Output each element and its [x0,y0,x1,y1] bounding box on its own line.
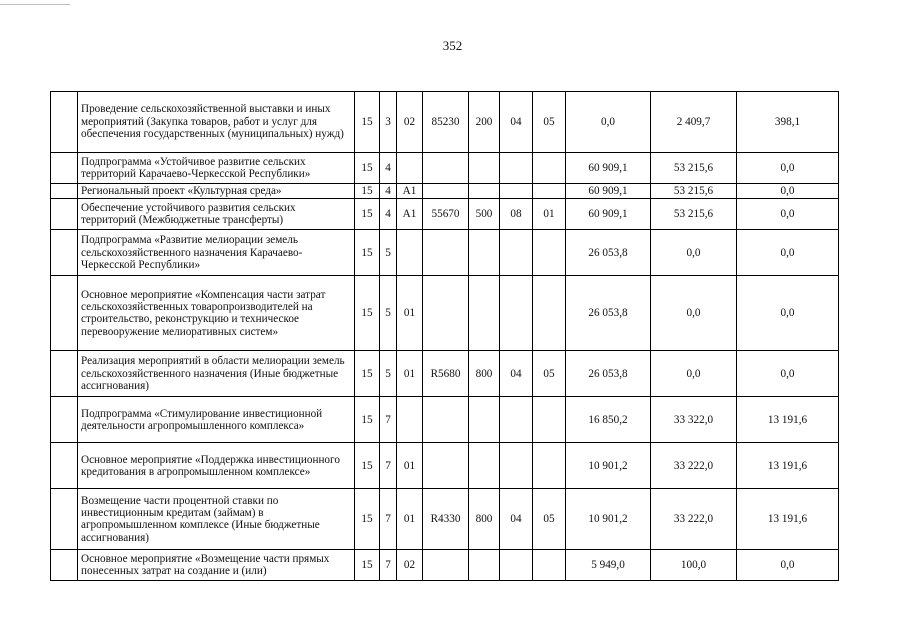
row-c4-cell [423,550,469,581]
row-c6-cell: 08 [500,199,533,230]
row-v1-cell: 16 850,2 [566,397,651,443]
row-c7-cell [533,230,566,276]
row-c6-cell: 04 [500,489,533,550]
row-v2-cell: 100,0 [651,550,737,581]
row-v3-cell: 0,0 [737,199,839,230]
row-c3-cell: 01 [397,351,423,397]
row-c2-cell: 4 [380,199,397,230]
row-index-cell [51,199,78,230]
row-c1-cell: 15 [355,351,380,397]
row-c4-cell: R4330 [423,489,469,550]
table-row [51,276,839,351]
row-c5-cell [469,230,500,276]
row-v1-cell: 60 909,1 [566,199,651,230]
row-c7-cell [533,276,566,351]
row-v1-cell: 26 053,8 [566,276,651,351]
row-c1-cell: 15 [355,230,380,276]
row-c1-cell: 15 [355,276,380,351]
table-row [51,230,839,276]
row-c5-cell: 200 [469,92,500,153]
row-v2-cell: 33 222,0 [651,443,737,489]
row-c1-cell: 15 [355,550,380,581]
row-v1-cell: 26 053,8 [566,351,651,397]
table-row [51,92,839,153]
table-row [51,443,839,489]
row-v3-cell: 13 191,6 [737,489,839,550]
row-c1-cell: 15 [355,184,380,199]
row-name-cell: Проведение сельскохозяйственной выставки и иных мероприятий (Закупка товаров, работ и услуг для обеспечения государственных (муниципальных) нужд) [78,92,355,153]
row-c2-cell: 7 [380,397,397,443]
row-v1-cell: 26 053,8 [566,230,651,276]
row-c1-cell: 15 [355,92,380,153]
row-c4-cell: 85230 [423,92,469,153]
row-v1-cell: 60 909,1 [566,153,651,184]
row-c3-cell: 01 [397,443,423,489]
row-c5-cell [469,397,500,443]
row-v1-cell: 5 949,0 [566,550,651,581]
row-c3-cell [397,153,423,184]
row-c4-cell [423,397,469,443]
row-name-cell: Подпрограмма «Стимулирование инвестиционной деятельности агропромышленного комплекса» [78,397,355,443]
row-v3-cell: 0,0 [737,351,839,397]
row-v2-cell: 53 215,6 [651,199,737,230]
row-v3-cell: 0,0 [737,184,839,199]
row-index-cell [51,276,78,351]
row-index-cell [51,397,78,443]
row-index-cell [51,153,78,184]
row-c1-cell: 15 [355,199,380,230]
row-v1-cell: 10 901,2 [566,443,651,489]
row-v3-cell: 0,0 [737,550,839,581]
row-c3-cell: 02 [397,92,423,153]
row-name-cell: Реализация мероприятий в области мелиорации земель сельскохозяйственного назначения (Иные бюджетные ассигнования) [78,351,355,397]
row-index-cell [51,550,78,581]
row-v3-cell: 13 191,6 [737,397,839,443]
scan-artifact [0,4,70,5]
row-c4-cell [423,276,469,351]
row-c6-cell [500,550,533,581]
row-c5-cell [469,153,500,184]
row-c7-cell: 01 [533,199,566,230]
row-v3-cell: 0,0 [737,276,839,351]
row-c7-cell [533,443,566,489]
row-c6-cell [500,276,533,351]
table-row [51,397,839,443]
row-c4-cell: 55670 [423,199,469,230]
row-name-cell: Основное мероприятие «Компенсация части затрат сельскохозяйственных товаропроизводителей на строительство, реконструкцию и техническое перевооружение мелиоративных систем» [78,276,355,351]
row-name-cell: Подпрограмма «Развитие мелиорации земель сельскохозяйственного назначения Карачаево-Черкесской Республики» [78,230,355,276]
row-c3-cell: 01 [397,489,423,550]
row-c3-cell: A1 [397,184,423,199]
row-name-cell: Обеспечение устойчивого развития сельских территорий (Межбюджетные трансферты) [78,199,355,230]
table-row [51,351,839,397]
row-v2-cell: 0,0 [651,351,737,397]
row-c4-cell: R5680 [423,351,469,397]
row-index-cell [51,230,78,276]
row-c7-cell: 05 [533,92,566,153]
row-v3-cell: 398,1 [737,92,839,153]
row-v3-cell: 0,0 [737,153,839,184]
row-c2-cell: 7 [380,550,397,581]
row-c1-cell: 15 [355,397,380,443]
row-c6-cell [500,184,533,199]
table-row [51,550,839,581]
row-c7-cell [533,184,566,199]
row-name-cell: Основное мероприятие «Возмещение части прямых понесенных затрат на создание и (или) [78,550,355,581]
row-c4-cell [423,184,469,199]
row-v3-cell: 13 191,6 [737,443,839,489]
row-c4-cell [423,153,469,184]
table-row [51,489,839,550]
row-c7-cell [533,153,566,184]
row-index-cell [51,443,78,489]
row-index-cell [51,489,78,550]
row-c2-cell: 4 [380,153,397,184]
row-c7-cell: 05 [533,489,566,550]
row-c7-cell [533,550,566,581]
row-c5-cell [469,443,500,489]
row-c3-cell: 01 [397,276,423,351]
row-c3-cell: 02 [397,550,423,581]
row-v2-cell: 0,0 [651,276,737,351]
row-v2-cell: 33 322,0 [651,397,737,443]
row-c2-cell: 5 [380,351,397,397]
row-c3-cell: A1 [397,199,423,230]
row-c1-cell: 15 [355,443,380,489]
row-c7-cell [533,397,566,443]
row-v2-cell: 53 215,6 [651,153,737,184]
row-name-cell: Возмещение части процентной ставки по инвестиционным кредитам (займам) в агропромышленном комплексе (Иные бюджетные ассигнования) [78,489,355,550]
row-c2-cell: 3 [380,92,397,153]
row-c2-cell: 7 [380,443,397,489]
row-c6-cell [500,153,533,184]
row-c5-cell [469,184,500,199]
row-v1-cell: 10 901,2 [566,489,651,550]
row-c5-cell [469,276,500,351]
table-row [51,153,839,184]
row-name-cell: Региональный проект «Культурная среда» [78,184,355,199]
row-c6-cell [500,397,533,443]
row-v2-cell: 53 215,6 [651,184,737,199]
row-index-cell [51,351,78,397]
row-v3-cell: 0,0 [737,230,839,276]
row-c2-cell: 5 [380,276,397,351]
row-c6-cell: 04 [500,351,533,397]
row-v2-cell: 2 409,7 [651,92,737,153]
row-c4-cell [423,230,469,276]
row-c6-cell [500,443,533,489]
row-c2-cell: 7 [380,489,397,550]
row-c2-cell: 4 [380,184,397,199]
page-number: 352 [442,38,463,53]
budget-table [50,91,839,581]
row-c5-cell: 500 [469,199,500,230]
row-v2-cell: 0,0 [651,230,737,276]
row-c4-cell [423,443,469,489]
row-index-cell [51,184,78,199]
row-v1-cell: 60 909,1 [566,184,651,199]
row-c7-cell: 05 [533,351,566,397]
row-name-cell: Подпрограмма «Устойчивое развитие сельских территорий Карачаево-Черкесской Республики» [78,153,355,184]
row-c3-cell [397,397,423,443]
row-v2-cell: 33 222,0 [651,489,737,550]
row-c2-cell: 5 [380,230,397,276]
row-c1-cell: 15 [355,153,380,184]
row-c6-cell [500,230,533,276]
row-c5-cell: 800 [469,489,500,550]
row-v1-cell: 0,0 [566,92,651,153]
row-index-cell [51,92,78,153]
row-c3-cell [397,230,423,276]
row-c5-cell [469,550,500,581]
table-row [51,199,839,230]
table-row [51,184,839,199]
row-c6-cell: 04 [500,92,533,153]
row-c1-cell: 15 [355,489,380,550]
row-name-cell: Основное мероприятие «Поддержка инвестиционного кредитования в агропромышленном комплексе» [78,443,355,489]
row-c5-cell: 800 [469,351,500,397]
